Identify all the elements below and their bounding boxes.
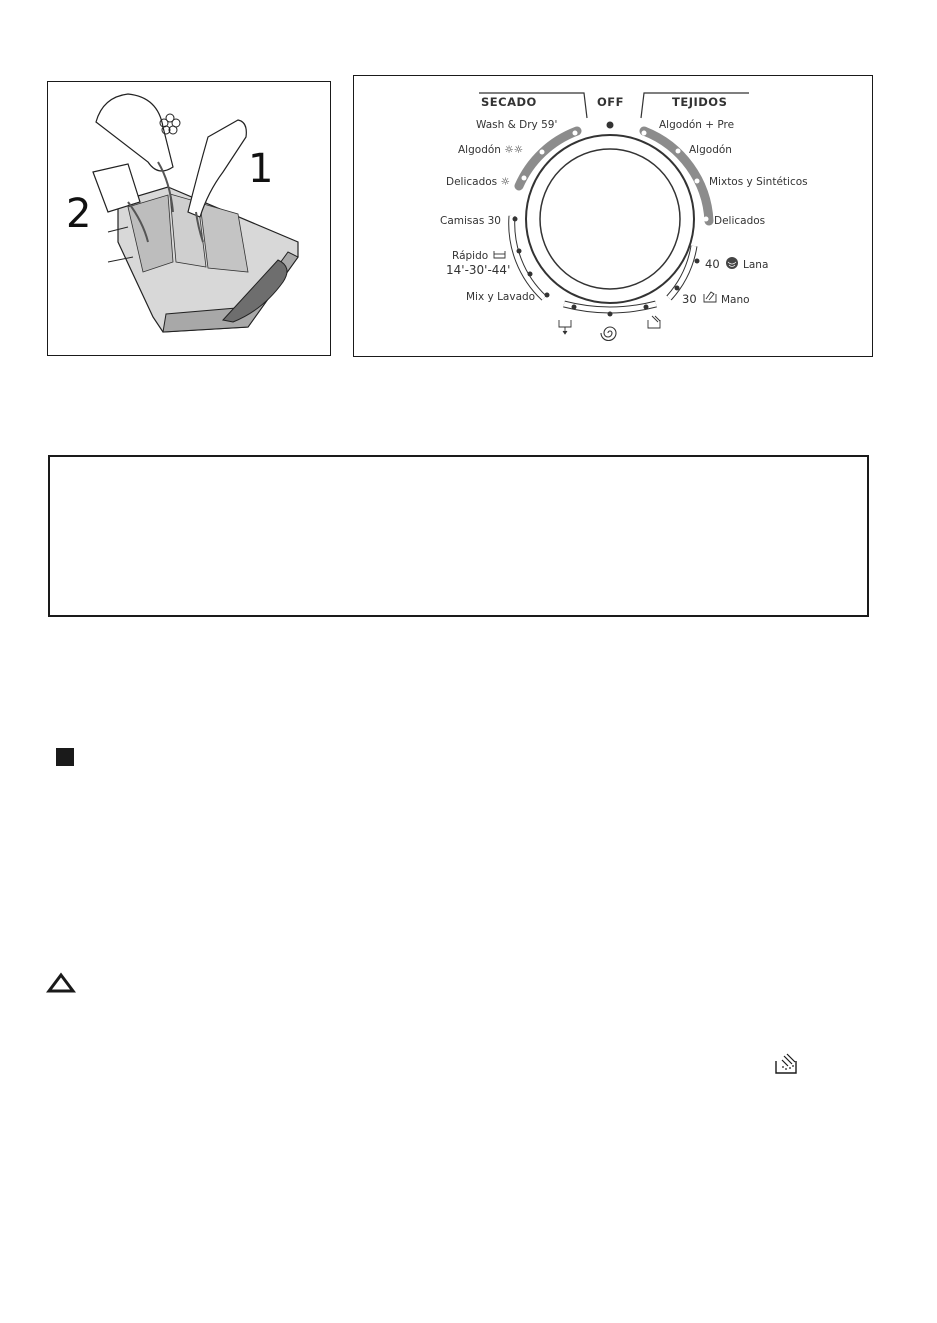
- dial-header-secado: SECADO: [481, 95, 537, 109]
- off-position-dot: [607, 122, 614, 129]
- spin-icon: [601, 327, 616, 341]
- compartment-2-label: 2: [66, 191, 92, 237]
- drain-icon: [559, 320, 571, 334]
- program-delicados: Delicados: [714, 215, 766, 227]
- program-algodon: Algodón: [689, 144, 732, 156]
- detergent-drawer-illustration: [48, 82, 329, 354]
- stop-bullet-icon: [56, 748, 74, 766]
- program-dial-figure: [353, 75, 873, 357]
- program-rapido-times: 14'-30'-44': [446, 263, 511, 277]
- program-mano-temp: 30: [682, 292, 697, 306]
- program-lana-temp: 40: [705, 257, 720, 271]
- program-camisas: Camisas 30: [440, 215, 501, 227]
- dial-header-tejidos: TEJIDOS: [672, 95, 728, 109]
- program-wash-and-dry: Wash & Dry 59': [476, 119, 558, 131]
- rinse-icon: [648, 316, 660, 328]
- wool-icon: [726, 257, 738, 269]
- notice-box: [48, 455, 869, 617]
- warning-triangle-icon: [46, 972, 76, 994]
- program-algodon-drying: Algodón ☼☼: [458, 144, 524, 156]
- dial-header-off: OFF: [597, 95, 624, 109]
- dial-knob-inner[interactable]: [540, 149, 680, 289]
- program-mix-y-lavado: Mix y Lavado: [466, 291, 536, 303]
- program-mixtos-sinteticos: Mixtos y Sintéticos: [709, 176, 808, 188]
- hand-wash-icon: [704, 292, 716, 302]
- program-algodon-pre: Algodón + Pre: [659, 119, 735, 131]
- program-mano: Mano: [721, 294, 750, 306]
- tub-icon: [494, 251, 505, 258]
- compartment-1-label: 1: [248, 146, 274, 192]
- program-lana: Lana: [743, 259, 769, 271]
- program-delicados-drying: Delicados ☼: [446, 176, 510, 188]
- detergent-drawer-figure: [47, 81, 331, 356]
- shower-icon: [774, 1053, 800, 1077]
- program-dial-illustration: [354, 76, 871, 355]
- program-rapido: Rápido: [452, 250, 489, 262]
